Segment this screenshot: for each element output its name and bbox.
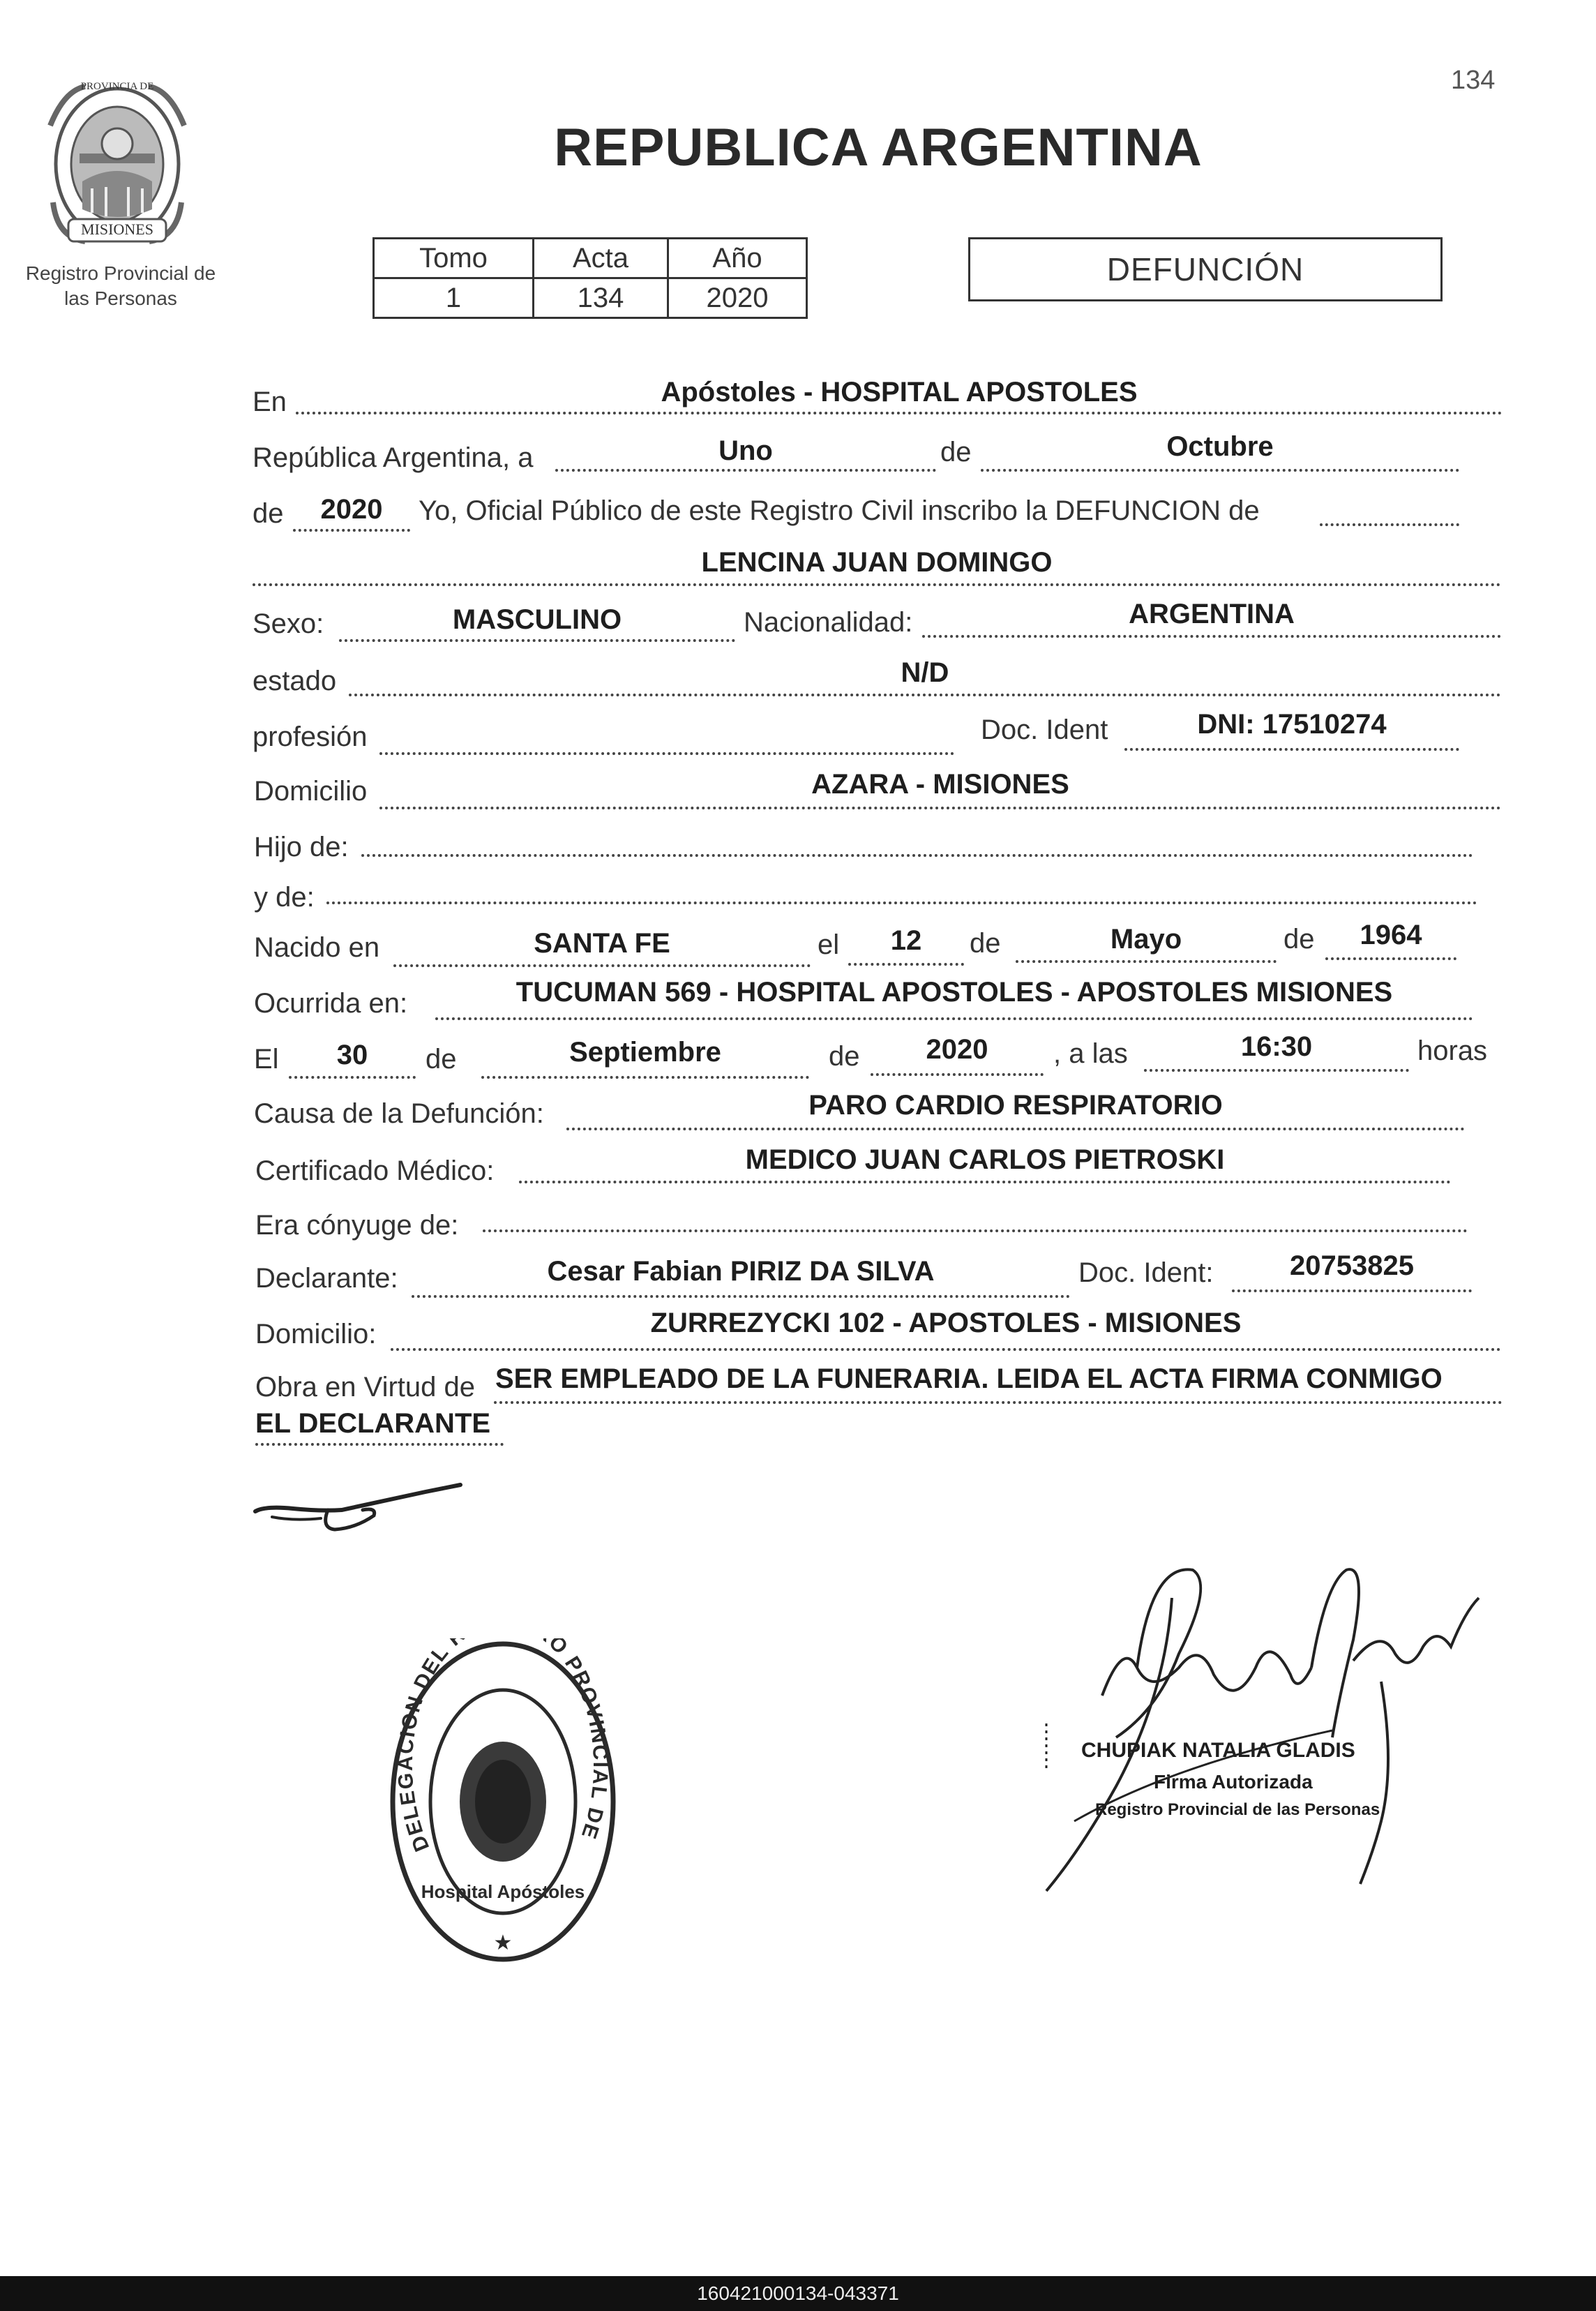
label-el-cap: El: [254, 1044, 279, 1075]
declarant-signature: [251, 1479, 467, 1535]
dotted-line: [379, 752, 954, 755]
value-declarante: Cesar Fabian PIRIZ DA SILVA: [547, 1256, 935, 1287]
signer-role: Firma Autorizada: [1154, 1771, 1313, 1793]
registry-caption: [10, 261, 232, 311]
value-obra-line1: SER EMPLEADO DE LA FUNERARIA. LEIDA EL ACTA FIRMA CONMIGO: [495, 1363, 1443, 1394]
dotted-line: [1016, 960, 1277, 963]
label-obra: Obra en Virtud de: [255, 1372, 476, 1403]
dotted-line: [848, 963, 964, 966]
dotted-line: [483, 1229, 1468, 1232]
value-estado: N/D: [901, 657, 949, 688]
label-de: de: [970, 928, 1001, 959]
label-domicilio: Domicilio: [254, 776, 368, 807]
label-de: de: [829, 1041, 860, 1072]
dotted-line: [391, 1348, 1501, 1351]
dotted-line: [1325, 957, 1456, 960]
label-en: En: [253, 387, 287, 417]
value-doc-ident: DNI: 17510274: [1197, 709, 1387, 740]
dotted-line: [1124, 748, 1459, 751]
value-causa: PARO CARDIO RESPIRATORIO: [808, 1090, 1223, 1121]
label-nacionalidad: Nacionalidad:: [744, 607, 913, 638]
label-certificado: Certificado Médico:: [255, 1156, 495, 1186]
dotted-line: [566, 1128, 1465, 1130]
label-de: de: [940, 437, 972, 468]
value-nacido-dia: 12: [890, 925, 922, 956]
value-nombre: LENCINA JUAN DOMINGO: [701, 547, 1053, 578]
dotted-line: [289, 1076, 416, 1079]
dotted-line: [481, 1076, 809, 1079]
footer-code: 160421000134-043371: [0, 2276, 1596, 2311]
signer-org: Registro Provincial de las Personas: [1095, 1800, 1380, 1819]
seal-ring-text: DELEGACION DEL O PROVINCIAL DE: [393, 1638, 612, 1855]
dotted-line: [339, 639, 735, 642]
value-domicilio: AZARA - MISIONES: [811, 769, 1069, 800]
label-sexo: Sexo:: [253, 608, 324, 639]
svg-text:★: ★: [493, 1931, 513, 1954]
crest-text-top: PROVINCIA DE: [80, 81, 154, 92]
value-fallec-dia: 30: [336, 1040, 368, 1070]
label-republica: República Argentina, a: [253, 442, 534, 473]
label-profesion: profesión: [253, 721, 368, 752]
dotted-line: [922, 635, 1501, 638]
tomo-header: Tomo: [374, 239, 534, 278]
label-nacido-en: Nacido en: [254, 932, 380, 963]
crest-text-bottom: MISIONES: [81, 220, 153, 238]
label-y-de: y de:: [254, 882, 315, 913]
label-hijo-de: Hijo de:: [254, 832, 349, 862]
label-yo-oficial: Yo, Oficial Público de este Registro Civil inscribo la DEFUNCION de: [419, 495, 1260, 526]
value-anio: 2020: [320, 494, 383, 525]
label-conyuge: Era cónyuge de:: [255, 1210, 459, 1241]
dotted-line: [361, 854, 1473, 857]
dotted-line: [435, 1017, 1473, 1020]
label-a-las: , a las: [1053, 1038, 1128, 1069]
dotted-line: [519, 1181, 1451, 1183]
dotted-line: [1144, 1069, 1409, 1072]
value-mes: Octubre: [1166, 431, 1274, 462]
label-causa: Causa de la Defunción:: [254, 1098, 544, 1129]
dotted-line: [326, 902, 1477, 904]
document-type-box: DEFUNCIÓN: [968, 237, 1443, 301]
label-de: de: [253, 498, 284, 529]
acta-header: Acta: [534, 239, 668, 278]
value-dia: Uno: [718, 435, 773, 466]
dotted-line: [393, 964, 811, 967]
anio-value: 2020: [668, 278, 807, 318]
dotted-line: [293, 529, 410, 532]
label-horas: horas: [1417, 1035, 1488, 1066]
value-ocurrida-en: TUCUMAN 569 - HOSPITAL APOSTOLES - APOSTOLES MISIONES: [515, 977, 1393, 1008]
label-el: el: [818, 929, 840, 960]
dotted-line: [871, 1073, 1044, 1076]
dotted-line: [981, 469, 1459, 472]
label-doc-ident-declarante: Doc. Ident:: [1078, 1257, 1214, 1288]
label-de: de: [426, 1044, 457, 1075]
tomo-value: 1: [374, 278, 534, 318]
value-sexo: MASCULINO: [452, 604, 622, 635]
dotted-line: [412, 1295, 1070, 1298]
value-certificado: MEDICO JUAN CARLOS PIETROSKI: [745, 1144, 1225, 1175]
dotted-line: [296, 412, 1503, 414]
dotted-line: [494, 1401, 1503, 1404]
registry-caption-line1: Registro Provincial de: [25, 262, 216, 284]
value-fallec-anio: 2020: [926, 1034, 988, 1065]
anio-header: Año: [668, 239, 807, 278]
dotted-line: [1232, 1289, 1472, 1292]
label-estado: estado: [253, 666, 337, 696]
value-nacido-en: SANTA FE: [534, 928, 670, 959]
value-lugar: Apóstoles - HOSPITAL APOSTOLES: [661, 377, 1138, 407]
dotted-line: [349, 694, 1501, 696]
document-title: REPUBLICA ARGENTINA: [554, 118, 1203, 177]
value-fallec-mes: Septiembre: [569, 1037, 721, 1068]
value-hora: 16:30: [1240, 1031, 1313, 1062]
label-declarante: Declarante:: [255, 1263, 398, 1294]
signer-name: CHUPIAK NATALIA GLADIS: [1081, 1739, 1355, 1762]
value-nacido-anio: 1964: [1360, 920, 1422, 950]
dotted-line: [253, 583, 1501, 586]
tomo-acta-table: [372, 237, 808, 319]
value-declarante-doc: 20753825: [1290, 1250, 1414, 1281]
dotted-line: [255, 1443, 504, 1446]
label-de: de: [1283, 924, 1315, 955]
value-declarante-domicilio: ZURREZYCKI 102 - APOSTOLES - MISIONES: [650, 1308, 1242, 1338]
acta-value: 134: [534, 278, 668, 318]
dotted-line: [379, 807, 1501, 809]
value-nacionalidad: ARGENTINA: [1129, 599, 1295, 629]
value-obra-line2: EL DECLARANTE: [255, 1408, 491, 1439]
official-seal: [388, 1638, 618, 1965]
dotted-line: [555, 469, 936, 472]
seal-inner-text: Hospital Apóstoles: [421, 1881, 585, 1902]
official-signature: [1032, 1556, 1507, 1905]
page-number: 134: [1451, 66, 1496, 95]
label-domicilio-declarante: Domicilio:: [255, 1319, 377, 1349]
label-doc-ident: Doc. Ident: [981, 715, 1108, 745]
value-nacido-mes: Mayo: [1110, 924, 1182, 955]
dotted-line: [1320, 523, 1459, 526]
label-ocurrida-en: Ocurrida en:: [254, 988, 408, 1019]
registry-caption-line2: las Personas: [64, 287, 177, 309]
